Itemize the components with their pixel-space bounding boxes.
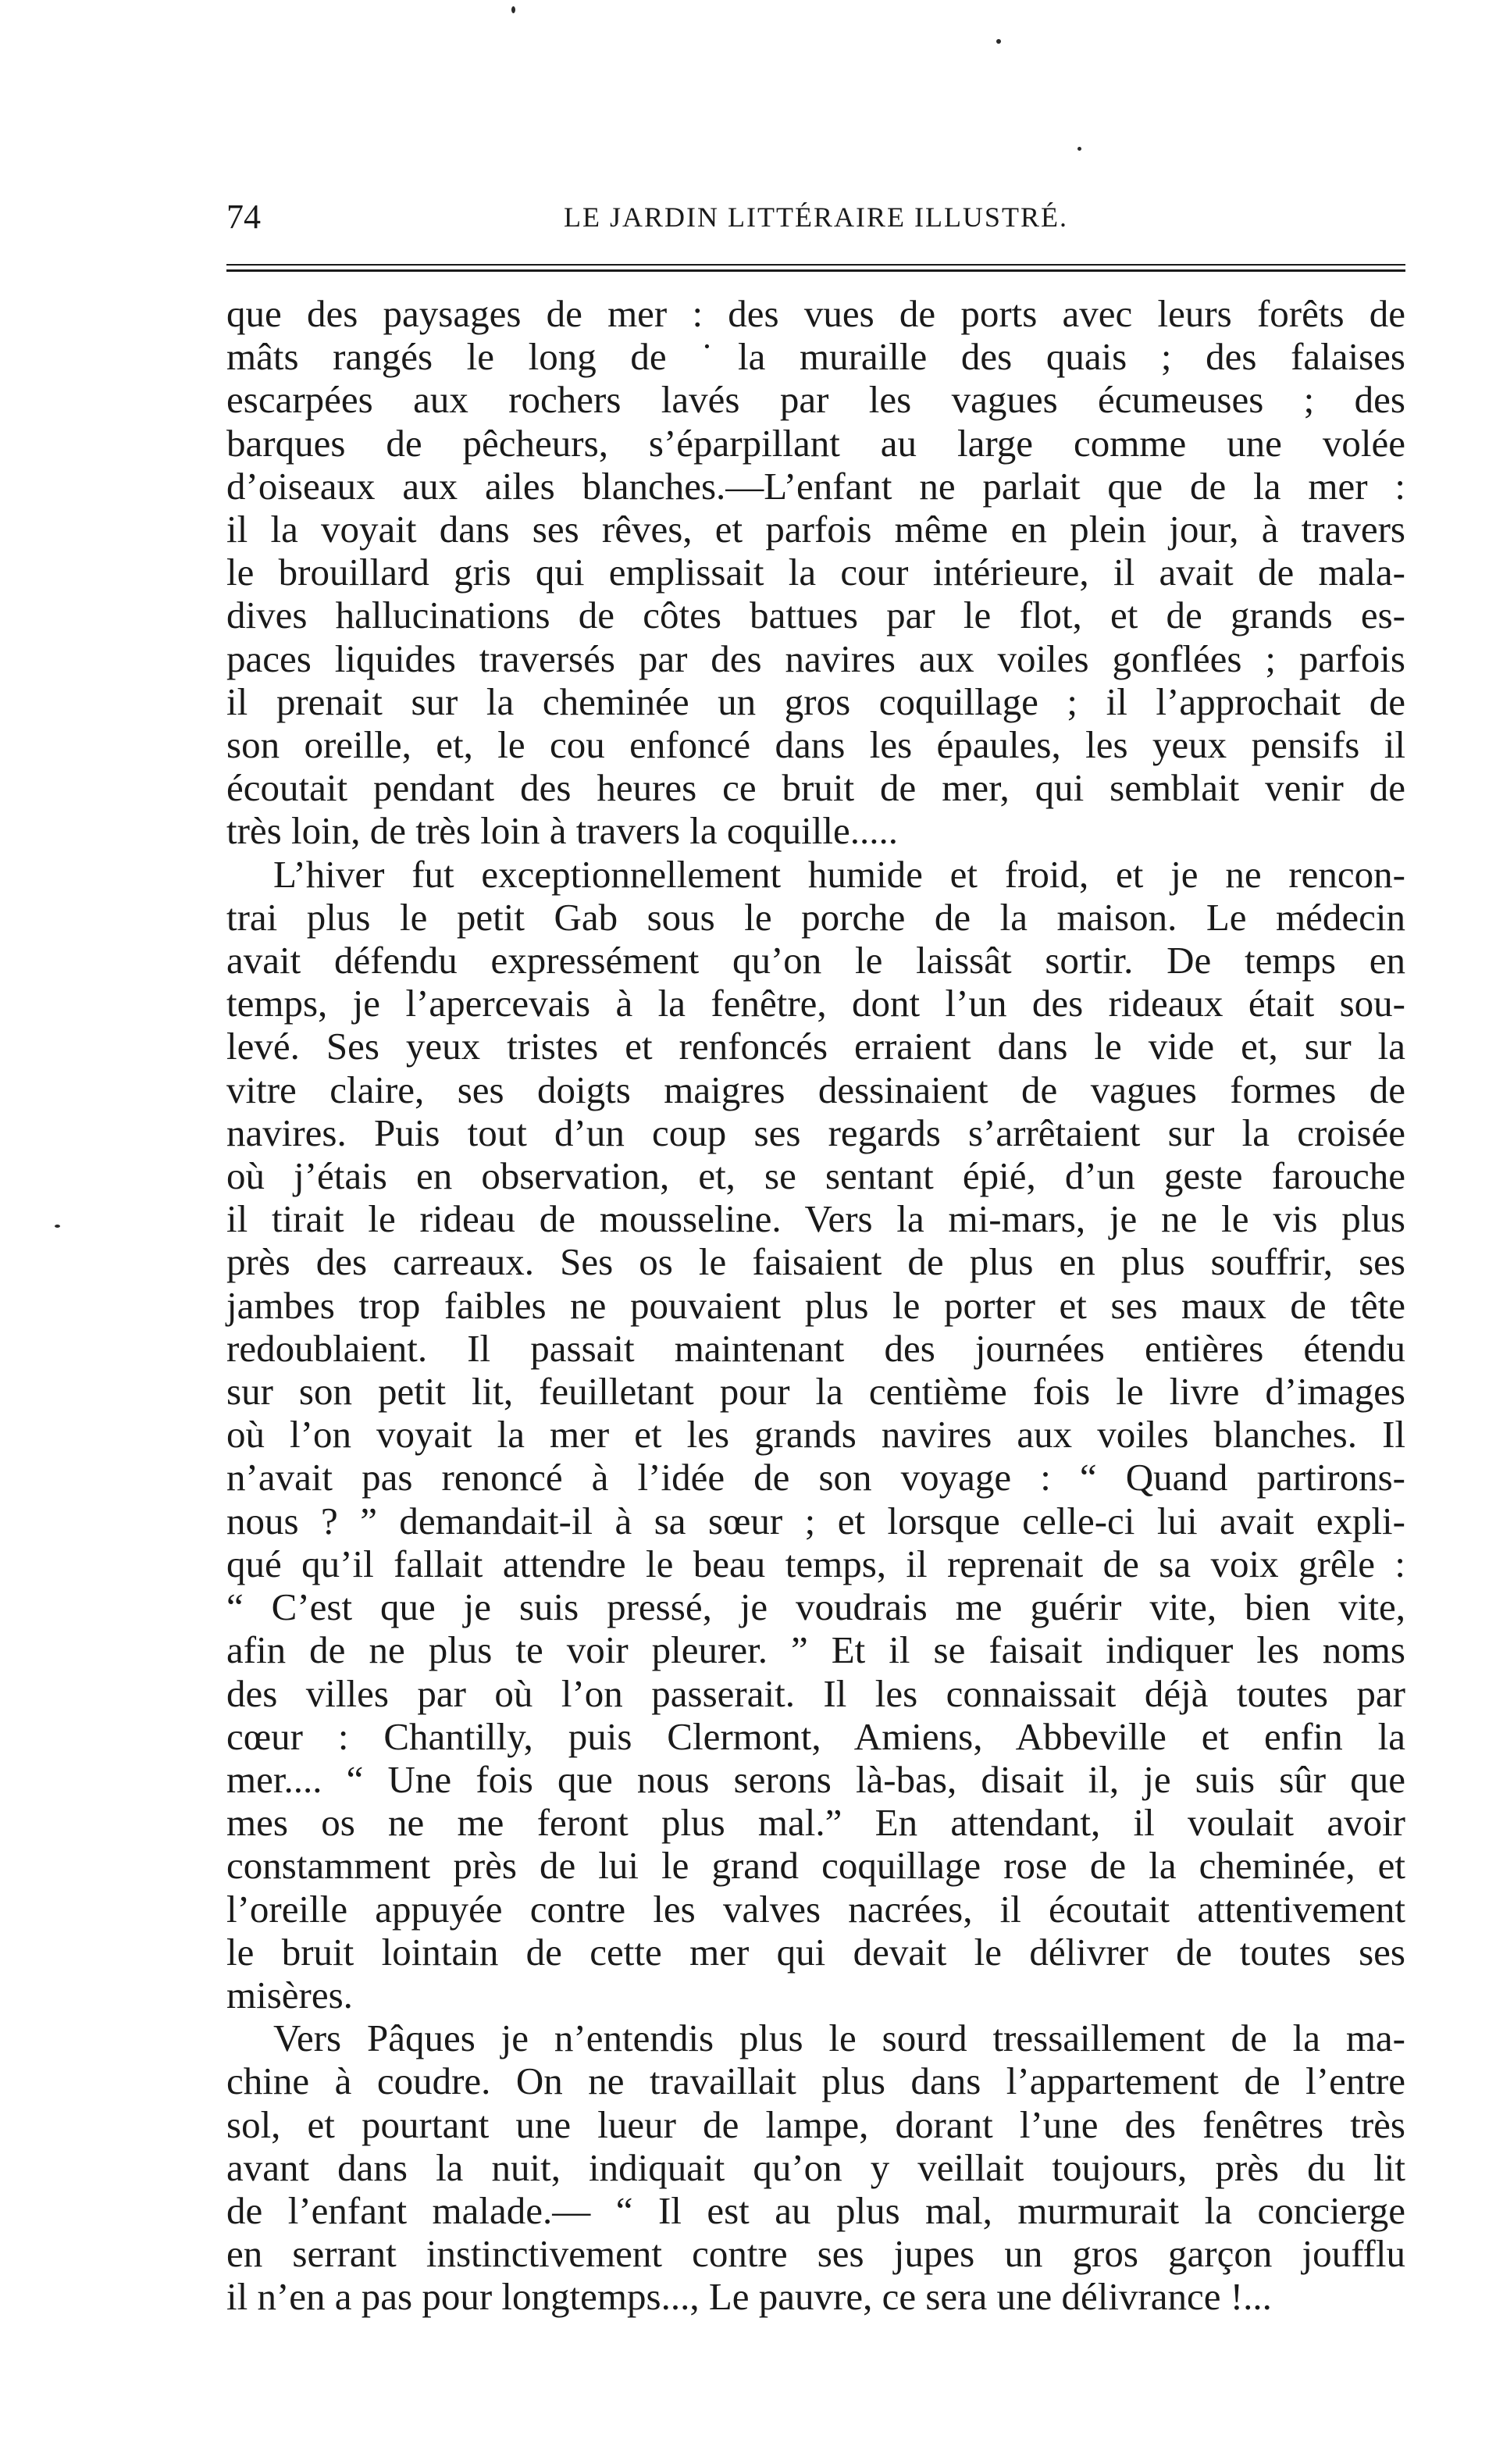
print-speck bbox=[996, 39, 1001, 44]
text-line: sol, et pourtant une lueur de lampe, dorant l’une des fenêtres très bbox=[226, 2102, 1405, 2146]
text-line: où l’on voyait la mer et les grands navires aux voiles blanches. Il bbox=[226, 1413, 1405, 1457]
print-speck bbox=[1077, 147, 1081, 151]
paragraph bbox=[226, 2016, 1405, 2318]
paragraph bbox=[226, 292, 1405, 853]
print-speck bbox=[55, 1225, 60, 1228]
text-line: en serrant instinctivement contre ses jupes un gros garçon joufflu bbox=[226, 2232, 1405, 2276]
text-line: escarpées aux rochers lavés par les vagues écumeuses ; des bbox=[226, 378, 1405, 422]
text-line: son oreille, et, le cou enfoncé dans les épaules, les yeux pensifs il bbox=[226, 723, 1405, 767]
header-double-rule bbox=[226, 264, 1405, 272]
text-line: d’oiseaux aux ailes blanches.—L’enfant ne parlait que de la mer : bbox=[226, 464, 1405, 508]
text-line: “ C’est que je suis pressé, je voudrais me guérir vite, bien vite, bbox=[226, 1585, 1405, 1629]
text-line: où j’étais en observation, et, se sentant épié, d’un geste farouche bbox=[226, 1154, 1405, 1198]
text-line: navires. Puis tout d’un coup ses regards s’arrêtaient sur la croisée bbox=[226, 1111, 1405, 1154]
text-line: levé. Ses yeux tristes et renfoncés erraient dans le vide et, sur la bbox=[226, 1025, 1405, 1068]
text-line: temps, je l’apercevais à la fenêtre, dont l’un des rideaux était sou- bbox=[226, 982, 1405, 1025]
text-line: des villes par où l’on passerait. Il les connaissait déjà toutes par bbox=[226, 1671, 1405, 1715]
text-line: de l’enfant malade.— “ Il est au plus mal, murmurait la concierge bbox=[226, 2188, 1405, 2232]
text-line: l’oreille appuyée contre les valves nacrées, il écoutait attentivement bbox=[226, 1887, 1405, 1931]
text-line: jambes trop faibles ne pouvaient plus le porter et ses maux de tête bbox=[226, 1283, 1405, 1327]
page-header bbox=[226, 194, 1405, 241]
text-line: avant dans la nuit, indiquait qu’on y veillait toujours, près du lit bbox=[226, 2145, 1405, 2189]
text-line: constamment près de lui le grand coquillage rose de la cheminée, et bbox=[226, 1844, 1405, 1888]
paragraph bbox=[226, 853, 1405, 2016]
text-line: mer.... “ Une fois que nous serons là-bas, disait il, je suis sûr que bbox=[226, 1757, 1405, 1801]
text-line: paces liquides traversés par des navires aux voiles gonflées ; parfois bbox=[226, 637, 1405, 680]
text-line: sur son petit lit, feuilletant pour la centième fois le livre d’images bbox=[226, 1370, 1405, 1414]
text-line: il tirait le rideau de mousseline. Vers la mi-mars, je ne le vis plus bbox=[226, 1197, 1405, 1241]
text-line: vitre claire, ses doigts maigres dessinaient de vagues formes de bbox=[226, 1068, 1405, 1111]
text-line: chine à coudre. On ne travaillait plus dans l’appartement de l’entre bbox=[226, 2059, 1405, 2103]
text-line: afin de ne plus te voir pleurer. ” Et il se faisait indiquer les noms bbox=[226, 1628, 1405, 1672]
text-line: Vers Pâques je n’entendis plus le sourd tressaillement de la ma- bbox=[273, 2016, 1405, 2060]
text-line: dives hallucinations de côtes battues par le flot, et de grands es- bbox=[226, 594, 1405, 637]
text-line: mes os ne me feront plus mal.” En attendant, il voulait avoir bbox=[226, 1801, 1405, 1845]
text-line: le bruit lointain de cette mer qui devait le délivrer de toutes ses bbox=[226, 1930, 1405, 1974]
text-line: mâts rangés le long de ˙la muraille des quais ; des falaises bbox=[226, 335, 1405, 379]
text-line: il prenait sur la cheminée un gros coquillage ; il l’approchait de bbox=[226, 679, 1405, 723]
print-speck bbox=[511, 6, 515, 13]
text-line: il la voyait dans ses rêves, et parfois même en plein jour, à travers bbox=[226, 508, 1405, 551]
text-line: avait défendu expressément qu’on le laissât sortir. De temps en bbox=[226, 939, 1405, 982]
text-line: il n’en a pas pour longtemps..., Le pauvre, ce sera une délivrance !... bbox=[226, 2275, 1272, 2319]
text-line: très loin, de très loin à travers la coquille..... bbox=[226, 809, 898, 853]
text-line: n’avait pas renoncé à l’idée de son voyage : “ Quand partirons- bbox=[226, 1456, 1405, 1499]
text-line: nous ? ” demandait-il à sa sœur ; et lorsque celle-ci lui avait expli- bbox=[226, 1499, 1405, 1542]
text-line: près des carreaux. Ses os le faisaient de plus en plus souffrir, ses bbox=[226, 1240, 1405, 1284]
text-line: redoublaient. Il passait maintenant des journées entières étendu bbox=[226, 1326, 1405, 1370]
text-line: cœur : Chantilly, puis Clermont, Amiens, Abbeville et enfin la bbox=[226, 1714, 1405, 1758]
page-number: 74 bbox=[226, 198, 261, 236]
text-line: que des paysages de mer : des vues de ports avec leurs forêts de bbox=[226, 292, 1405, 335]
text-line: qué qu’il fallait attendre le beau temps, il reprenait de sa voix grêle : bbox=[226, 1542, 1405, 1585]
running-title: LE JARDIN LITTÉRAIRE ILLUSTRÉ. bbox=[564, 201, 1068, 233]
text-line: barques de pêcheurs, s’éparpillant au large comme une volée bbox=[226, 421, 1405, 465]
text-line: écoutait pendant des heures ce bruit de mer, qui semblait venir de bbox=[226, 766, 1405, 810]
text-line: le brouillard gris qui emplissait la cour intérieure, il avait de mala- bbox=[226, 551, 1405, 594]
text-line: L’hiver fut exceptionnellement humide et froid, et je ne rencon- bbox=[273, 852, 1405, 896]
text-line: trai plus le petit Gab sous le porche de la maison. Le médecin bbox=[226, 895, 1405, 939]
text-line: misères. bbox=[226, 1973, 353, 2016]
body-text bbox=[226, 292, 1405, 2319]
